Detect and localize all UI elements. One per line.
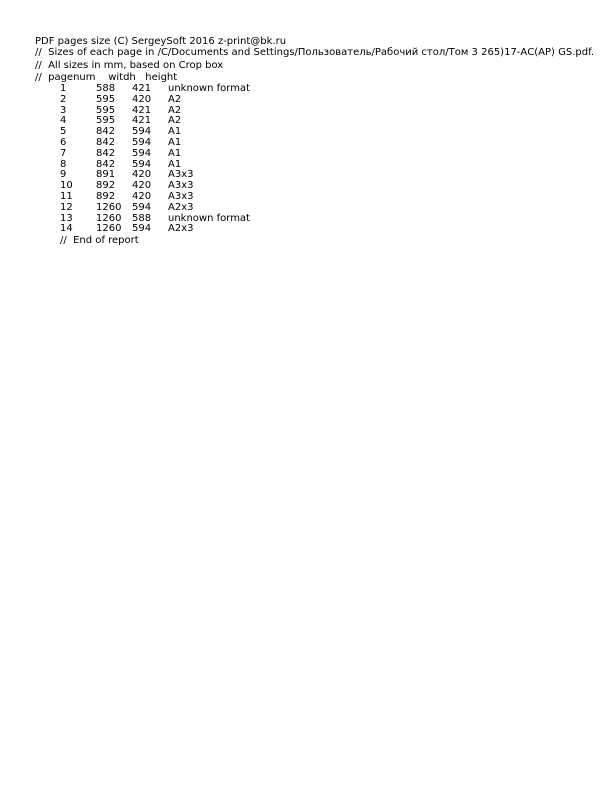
cell-format: A3x3 [168,190,194,202]
end-of-report: // End of report [60,235,139,246]
cell-pagenum: 10 [60,180,73,192]
cell-pagenum: 11 [60,190,73,202]
cell-pagenum: 9 [60,169,67,181]
cell-pagenum: 6 [60,136,67,148]
cell-height: 594 [132,223,152,235]
column-headers: // pagenum witdh height [35,72,178,83]
cell-height: 420 [132,180,152,192]
cell-pagenum: 13 [60,212,73,224]
cell-width: 1260 [96,201,122,213]
cell-pagenum: 4 [60,115,67,127]
cell-format: A1 [168,126,182,138]
cell-pagenum: 1 [60,83,67,94]
cell-pagenum: 5 [60,126,67,138]
cell-pagenum: 8 [60,158,67,170]
cell-width: 842 [96,136,116,148]
cell-width: 842 [96,126,116,138]
cell-pagenum: 2 [60,93,67,105]
cell-height: 420 [132,169,152,181]
cell-width: 892 [96,180,116,192]
cell-width: 595 [96,93,116,105]
cell-width: 842 [96,147,116,159]
cell-format: A2 [168,93,182,105]
cell-format: A3x3 [168,169,194,181]
cell-format: A1 [168,158,182,170]
cell-pagenum: 7 [60,147,67,159]
report-header: PDF pages size (C) SergeySoft 2016 z-print@bk.ru [35,36,287,47]
cell-width: 1260 [96,223,122,235]
cell-pagenum: 3 [60,104,67,116]
cell-height: 420 [132,190,152,202]
cell-height: 588 [132,212,152,224]
cell-height: 594 [132,136,152,148]
cell-width: 891 [96,169,116,181]
cell-format: A3x3 [168,180,194,192]
cell-height: 594 [132,158,152,170]
cell-pagenum: 14 [60,223,73,235]
cell-height: 594 [132,126,152,138]
cell-width: 1260 [96,212,122,224]
cell-format: A2 [168,115,182,127]
cell-width: 595 [96,115,116,127]
cell-width: 892 [96,190,116,202]
cell-format: unknown format [168,83,250,94]
comment-file-path: // Sizes of each page in /C/Documents and Settings/Пользователь/Рабочий стол/Том 3 265)17-АС(АР) GS.pdf. [35,47,595,58]
cell-height: 421 [132,83,152,94]
comment-units: // All sizes in mm, based on Crop box [35,60,224,71]
cell-height: 421 [132,104,152,116]
cell-width: 842 [96,158,116,170]
cell-pagenum: 12 [60,201,73,213]
cell-height: 420 [132,93,152,105]
cell-width: 595 [96,104,116,116]
cell-format: A1 [168,136,182,148]
cell-format: A2x3 [168,223,194,235]
cell-format: unknown format [168,212,250,224]
cell-format: A1 [168,147,182,159]
cell-height: 594 [132,147,152,159]
cell-format: A2 [168,104,182,116]
cell-width: 588 [96,83,116,94]
cell-format: A2x3 [168,201,194,213]
cell-height: 594 [132,201,152,213]
cell-height: 421 [132,115,152,127]
